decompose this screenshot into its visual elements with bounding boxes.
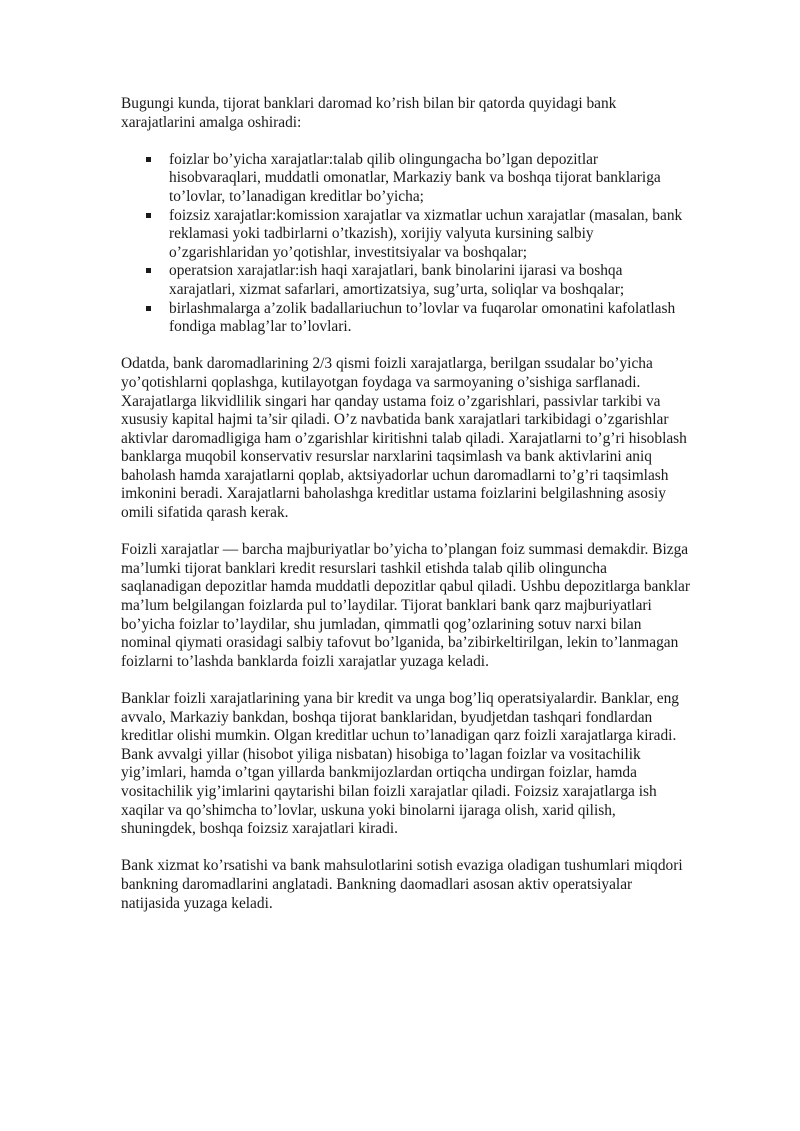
square-bullet-icon — [146, 157, 151, 162]
body-paragraph: Foizli xarajatlar — barcha majburiyatlar bo’yicha to’plangan foiz summasi demakdir. Bizga ma’lumki tijorat banklari kredit resurslari tashkil etishda talab qilib olinguncha saqlanadigan depozitlar hamda muddatli depozitlar qabul qiladi. Ushbu depozitlarga banklar ma’lum belgilangan foizlarda pul to’laydilar. Tijorat banklari bank qarz majburiyatlari bo’yicha foizlar to’laydilar, shu jumladan, qimmatli qog’ozlarining sotuv narxi bilan nominal qiymati orasidagi salbiy tafovut bo’lganida, ba’zibirkeltirilgan, lekin to’lanmagan foizlarni to’lashda banklarda foizli xarajatlar yuzaga keladi. — [121, 541, 690, 670]
list-item-text: foizsiz xarajatlar:komission xarajatlar va xizmatlar uchun xarajatlar (masalan, bank reklamasi yoki tadbirlarni o’tkazish), xorijiy valyuta kursining salbiy o’zgarishlaridan yo’qotishlar, investitsiyalar va boshqalar; — [169, 206, 683, 261]
list-item-text: operatsion xarajatlar:ish haqi xarajatlari, bank binolarini ijarasi va boshqa xarajatlari, xizmat safarlari, amortizatsiya, sug’urta, soliqlar va boshqalar; — [169, 262, 625, 298]
list-item-text: birlashmalarga a’zolik badallariuchun to’lovlar va fuqarolar omonatini kafolatlash fondiga mablag’lar to’lovlari. — [169, 299, 676, 336]
square-bullet-icon — [146, 268, 151, 273]
list-item — [121, 151, 691, 207]
list-item — [121, 262, 691, 299]
square-bullet-icon — [146, 213, 151, 218]
list-item — [121, 300, 691, 337]
body-paragraph: Banklar foizli xarajatlarining yana bir kredit va unga bog’liq operatsiyalardir. Banklar, eng avvalo, Markaziy bankdan, boshqa tijorat banklaridan, byudjetdan tashqari fondlardan kreditlar olishi mumkin. Olgan kreditlar uchun to’lanadigan qarz foizli xarajatlarga kiradi. Bank avvalgi yillar (hisobot yiliga nisbatan) hisobiga to’lagan foizlar va vositachilik yig’imlari, hamda o’tgan yillarda bankmijozlardan ortiqcha undirgan foizlar, hamda vositachilik yig’imlarini qaytarishi bilan foizli xarajatlar qiladi. Foizsiz xarajatlarga ish xaqilar va qo’shimcha to’lovlar, uskuna yoki binolarni ijaraga olish, xarid qilish, shuningdek, boshqa foizsiz xarajatlari kiradi. — [121, 690, 679, 838]
document-body — [121, 95, 691, 932]
square-bullet-icon — [146, 306, 151, 311]
body-paragraph: Bank xizmat ko’rsatishi va bank mahsulotlarini sotish evaziga oladigan tushumlari miqdori bankning daromadlarini anglatadi. Bankning daomadlari asosan aktiv operatsiyalar natijasida yuzaga keladi. — [121, 857, 683, 912]
expense-list — [121, 151, 691, 337]
body-paragraph: Odatda, bank daromadlarining 2/3 qismi foizli xarajatlarga, berilgan ssudalar bo’yicha yo’qotishlarni qoplashga, kutilayotgan foydaga va sarmoyaning o’sishiga sarflanadi. Xarajatlarga likvidlilik singari har qanday ustama foiz o’zgarishlari, passivlar tarkibi va xususiy kapital hajmi ta’sir qiladi. O’z navbatida bank xarajatlari tarkibidagi o’zgarishlar aktivlar daromadligiga ham o’zgarishlar kiritishni talab qiladi. Xarajatlarni to’g’ri hisoblash banklarga muqobil konservativ resurslar narxlarini taqsimlash va bank aktivlarini aniq baholash hamda xarajatlarni qoplab, aktsiyadorlar uchun daromadlarni to’g’ri taqsimlash imkonini beradi. Xarajatlarni baholashga kreditlar ustama foizlarini belgilashning asosiy omili sifatida qarash kerak. — [121, 355, 687, 522]
list-item-text: foizlar bo’yicha xarajatlar:talab qilib olingungacha bo’lgan depozitlar hisobvaraqlari, muddatli omonatlar, Markaziy bank va boshqa tijorat banklariga to’lovlar, to’lanadigan kreditlar bo’yicha; — [169, 150, 661, 205]
intro-paragraph: Bugungi kunda, tijorat banklari daromad ko’rish bilan bir qatorda quyidagi bank xarajatlarini amalga oshiradi: — [121, 95, 617, 131]
list-item — [121, 207, 691, 263]
